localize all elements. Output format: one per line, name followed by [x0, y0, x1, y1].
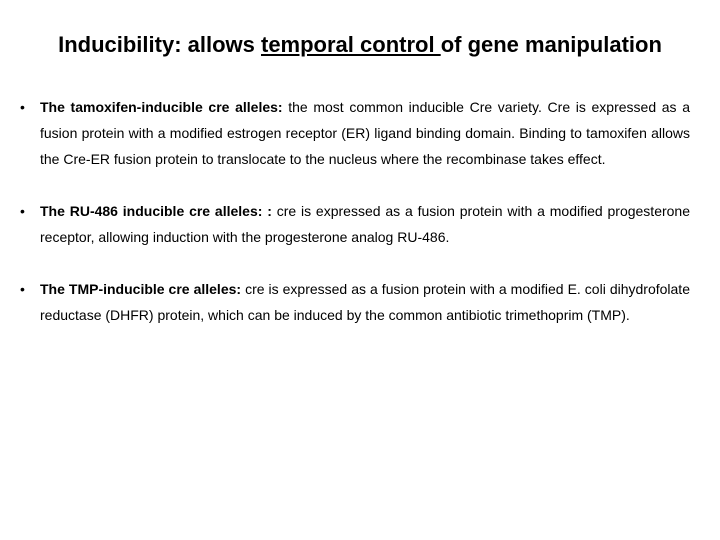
- title-part-2: of gene manipulation: [440, 32, 662, 57]
- bullet-text: the most common inducible Cre variety. Cre is expressed as a fusion protein with a modified estrogen receptor (ER) ligand binding domain. Binding to tamoxifen allows the Cre-ER fusion protein to translocate to the nucleus where the recombinase takes effect.: [40, 99, 690, 167]
- bullet-icon: •: [20, 203, 25, 219]
- bullet-list: [20, 94, 691, 354]
- slide-title: [0, 24, 720, 66]
- bullet-item: [20, 276, 690, 328]
- bullet-lead: The TMP-inducible cre alleles:: [40, 281, 246, 297]
- bullet-lead: The tamoxifen-inducible cre alleles:: [40, 99, 289, 115]
- bullet-item: [20, 94, 690, 172]
- title-part-1: Inducibility: allows: [58, 32, 261, 57]
- bullet-item: [20, 198, 691, 250]
- bullet-lead: The RU-486 inducible cre alleles: :: [40, 203, 277, 219]
- bullet-text: cre is expressed as a fusion protein with a modified progesterone receptor, allowing induction with the progesterone analog RU-486.: [40, 203, 691, 245]
- bullet-text: cre is expressed as a fusion protein with a modified E. coli dihydrofolate reductase (DHFR) protein, which can be induced by the common antibiotic trimethoprim (TMP).: [40, 281, 690, 323]
- title-underlined: temporal control: [261, 32, 441, 57]
- bullet-icon: •: [20, 99, 25, 115]
- bullet-icon: •: [20, 281, 25, 297]
